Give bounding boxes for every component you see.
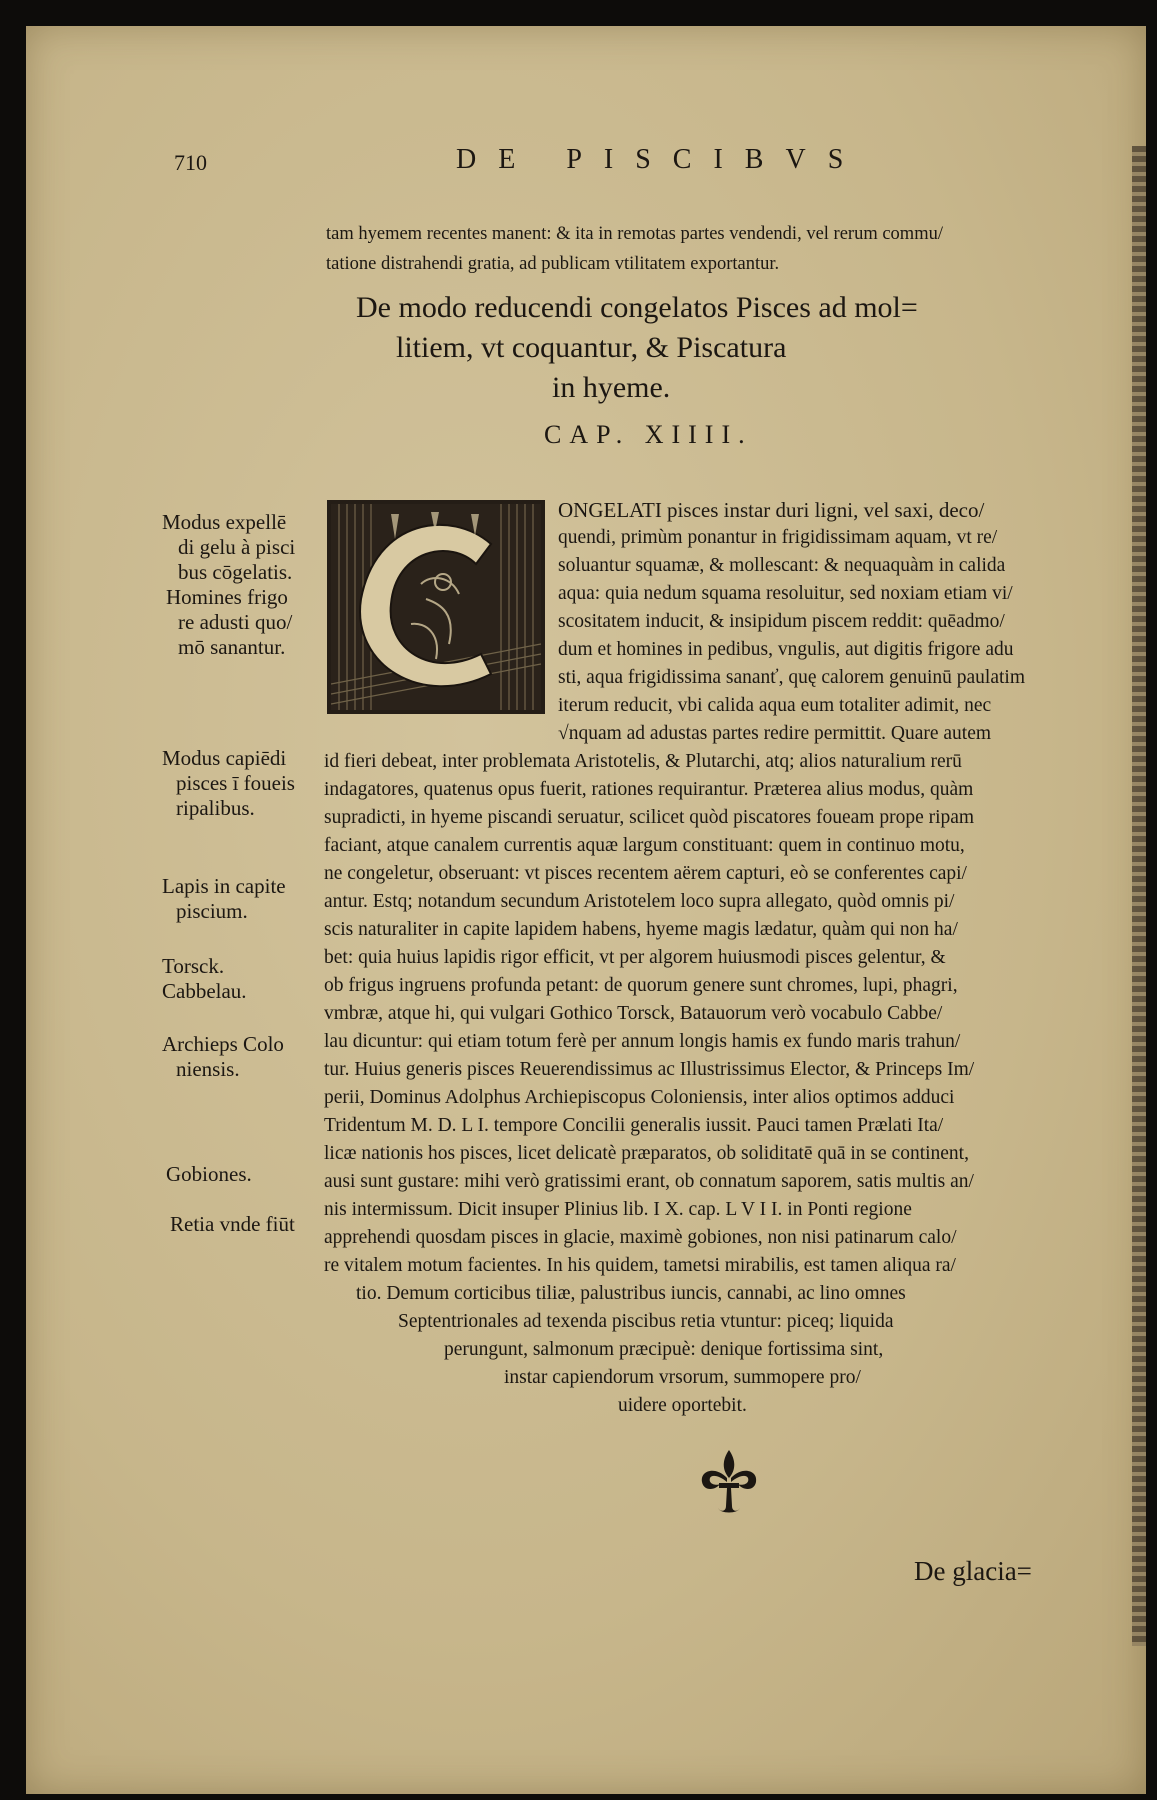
body-line: bet: quia huius lapidis rigor efficit, vt per algorem huiusmodi pisces gelentur, & [324, 947, 946, 968]
body-line: ONGELATI pisces instar duri ligni, vel saxi, deco/ [558, 498, 985, 522]
body-line: ausi sunt gustare: mihi verò gratissimi erant, ob connatum saporem, satis multis an/ [324, 1171, 974, 1192]
body-line: scis naturaliter in capite lapidem habens, hyeme magis lædatur, quàm qui non ha/ [324, 919, 958, 940]
margin-note-torsck: Torsck. Cabbelau. [162, 954, 247, 1003]
body-line: perungunt, salmonum præcipuè: denique fortissima sint, [444, 1339, 884, 1360]
body-line: dum et homines in pedibus, vngulis, aut digitis frigore adu [558, 639, 1014, 660]
margin-note-archbishop: Archieps Colo niensis. [162, 1032, 284, 1081]
body-line: apprehendi quosdam pisces in glacie, maximè gobiones, non nisi patinarum calo/ [324, 1227, 957, 1248]
body-line: quendi, primùm ponantur in frigidissimam aquam, vt re/ [558, 527, 998, 548]
body-line: antur. Estq; notandum secundum Aristotelem loco supra allegato, quòd omnis pi/ [324, 891, 955, 912]
body-line: licæ nationis hos pisces, licet delicatè præparatos, ob soliditatē quā in se continent, [324, 1143, 969, 1164]
body-line: supradicti, in hyeme piscandi seruatur, scilicet quòd piscatores foueam prope ripam [324, 807, 975, 828]
body-line: id fieri debeat, inter problemata Aristotelis, & Plutarchi, atq; alios naturalium rerū [324, 751, 962, 772]
body-line: indagatores, quatenus opus fuerit, rationes requirantur. Præterea alius modus, quàm [324, 779, 974, 800]
body-line: faciant, atque canalem currentis aquæ largum constituant: quem in continuo motu, [324, 835, 965, 856]
body-line: scositatem inducit, & insipidum piscem reddit: quēadmo/ [558, 611, 1005, 632]
body-line: Septentrionales ad texenda piscibus retia vtuntur: piceq; liquida [398, 1311, 894, 1332]
body-line: √nquam ad adustas partes redire permittit. Quare autem [558, 723, 992, 744]
title-line: in hyeme. [552, 371, 671, 404]
body-line: lau dicuntur: qui etiam totum ferè per annum longis hamis ex fundo maris trahun/ [324, 1031, 961, 1052]
body-line: uidere oportebit. [618, 1395, 747, 1416]
body-line: vmbræ, atque hi, qui vulgari Gothico Torsck, Batauorum verò vocabulo Cabbe/ [324, 1003, 943, 1024]
page-number: 710 [174, 150, 207, 175]
running-head: DE PISCIBVS [456, 144, 866, 175]
chapter-number: CAP. XIIII. [544, 420, 753, 449]
body-line: aqua: quia nedum squama resoluitur, sed noxiam etiam vi/ [558, 583, 1013, 604]
body-line: instar capiendorum vrsorum, summopere pro/ [504, 1367, 861, 1388]
title-line: De modo reducendi congelatos Pisces ad mol= [356, 291, 918, 324]
chapter-title [356, 288, 1076, 408]
woodcut-initial-c [327, 500, 545, 714]
body-line: ne congeletur, obseruant: vt pisces recentem aërem capturi, eò se conferentes capi/ [324, 863, 967, 884]
book-page [26, 26, 1146, 1794]
body-line: sti, aqua frigidissima sananť, quę calorem genuinū paulatim [558, 667, 1026, 688]
margin-note-nets: Retia vnde fiūt [170, 1212, 295, 1236]
page-edge [1132, 146, 1146, 1646]
body-line: ob frigus ingruens profunda petant: de quorum genere sunt chromes, lupi, phagri, [324, 975, 958, 996]
body-line: soluantur squamæ, & mollescant: & nequaquàm in calida [558, 555, 1006, 576]
margin-note-gobiones: Gobiones. [166, 1162, 252, 1186]
body-line: iterum reducit, vbi calida aqua eum totaliter adimit, nec [558, 695, 992, 716]
body-line: tur. Huius generis pisces Reuerendissimus ac Illustrissimus Elector, & Princeps Im/ [324, 1059, 975, 1080]
body-line: Tridentum M. D. L I. tempore Concilii generalis iussit. Pauci tamen Prælati Ita/ [324, 1115, 944, 1136]
body-line: re vitalem motum facientes. In his quidem, tametsi mirabilis, est tamen aliqua ra/ [324, 1255, 956, 1276]
margin-note-stone-in-head: Lapis in capite piscium. [162, 874, 286, 923]
body-line: nis intermissum. Dicit insuper Plinius lib. I X. cap. L V I I. in Ponti regione [324, 1199, 912, 1220]
fleur-de-lis-ornament-icon [694, 1446, 764, 1521]
catchword: De glacia= [914, 1556, 1032, 1586]
intro-line: tam hyemem recentes manent: & ita in remotas partes vendendi, vel rerum commu/ [326, 224, 943, 244]
body-line: tio. Demum corticibus tiliæ, palustribus iuncis, cannabi, ac lino omnes [356, 1283, 906, 1304]
title-line: litiem, vt coquantur, & Piscatura [396, 331, 787, 364]
margin-note-fishing-pits: Modus capiēdi pisces ī foueis ripalibus. [162, 746, 295, 820]
intro-line: tatione distrahendi gratia, ad publicam vtilitatem exportantur. [326, 254, 780, 274]
margin-note-thawing: Modus expellē di gelu à pisci bus cōgelatis. Homines frigo re adusti quo/ mō sanantur. [162, 510, 296, 659]
body-line: perii, Dominus Adolphus Archiepiscopus Coloniensis, inter alios optimos adduci [324, 1087, 955, 1108]
